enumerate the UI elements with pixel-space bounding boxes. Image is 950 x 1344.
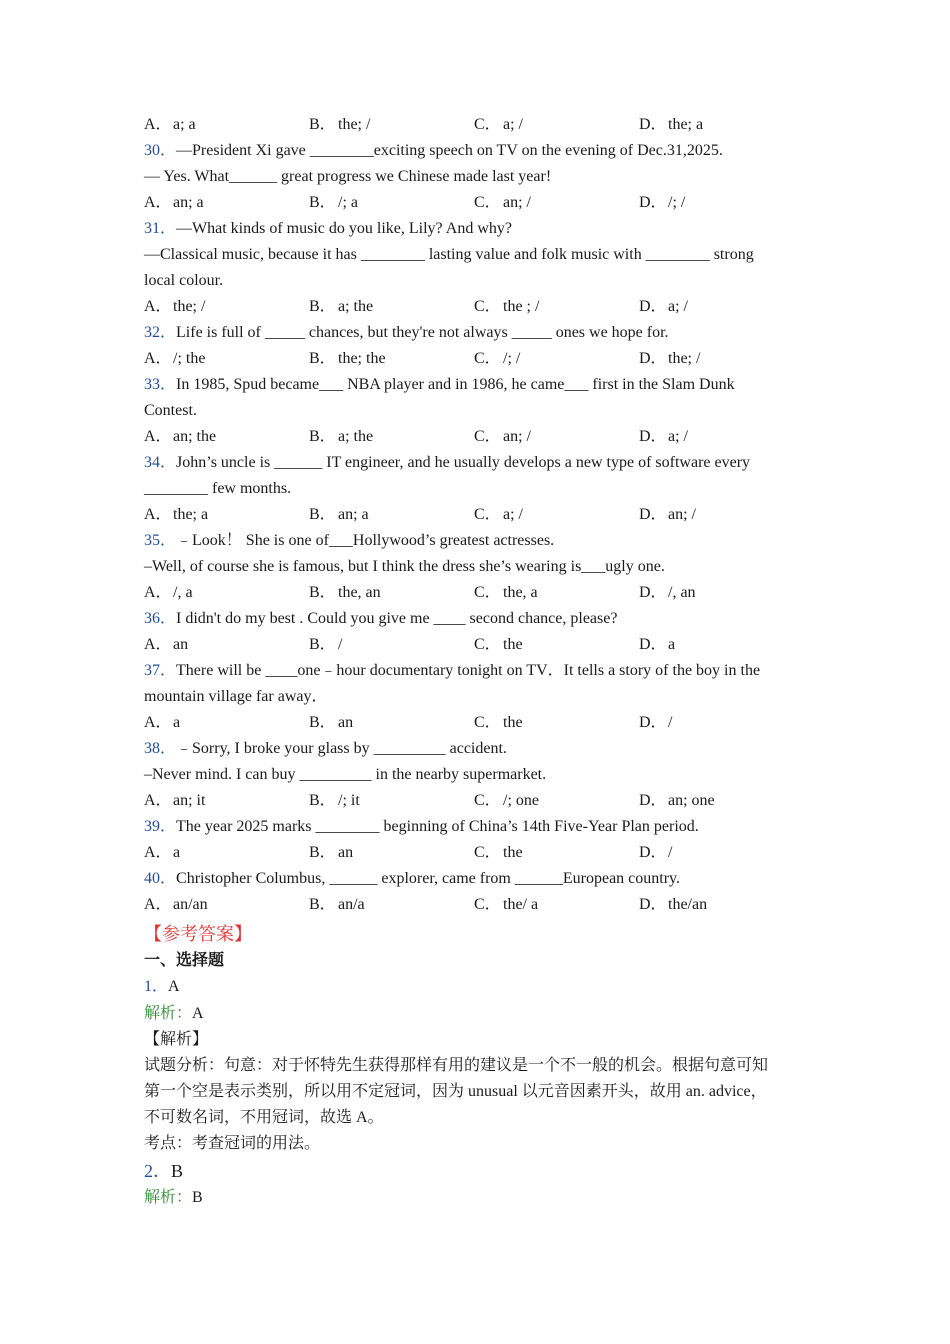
- option-text: /, a: [173, 584, 193, 601]
- option-letter: A．: [144, 896, 172, 913]
- detail-line: 不可数名词，不用冠词，故选 A。: [144, 1109, 384, 1126]
- text-line: —Classical music, because it has ________ lasting value and folk music with ________ strong: [144, 246, 754, 263]
- option-letter: C．: [474, 636, 501, 653]
- option-text: an; the: [173, 428, 217, 445]
- option-letter: A．: [144, 636, 172, 653]
- option-letter: C．: [474, 350, 501, 367]
- option-a: [144, 112, 309, 138]
- option-letter: A．: [144, 714, 172, 731]
- option-letter: D．: [639, 428, 667, 445]
- option-b: [309, 502, 474, 528]
- option-text: /; /: [503, 350, 521, 367]
- option-letter: B．: [309, 896, 336, 913]
- option-letter: D．: [639, 506, 667, 523]
- option-text: /; the: [173, 350, 206, 367]
- options-row: [144, 788, 804, 814]
- option-letter: C．: [474, 298, 501, 315]
- option-letter: A．: [144, 298, 172, 315]
- option-letter: D．: [639, 636, 667, 653]
- option-b: [309, 788, 474, 814]
- options-row: [144, 502, 804, 528]
- option-letter: C．: [474, 584, 501, 601]
- question-number: 33．: [144, 376, 177, 393]
- option-a: [144, 294, 309, 320]
- option-letter: D．: [639, 792, 667, 809]
- question-line: [144, 138, 804, 164]
- answer-number: 2．: [144, 1161, 171, 1181]
- option-letter: A．: [144, 844, 172, 861]
- question-number: 35．: [144, 532, 177, 549]
- option-letter: B．: [309, 428, 336, 445]
- text-line: Contest.: [144, 402, 197, 419]
- option-text: the: [503, 714, 523, 731]
- options-row: [144, 346, 804, 372]
- option-letter: B．: [309, 714, 336, 731]
- option-text: the: [503, 636, 523, 653]
- option-c: [474, 424, 639, 450]
- option-letter: A．: [144, 792, 172, 809]
- option-letter: D．: [639, 896, 667, 913]
- option-a: [144, 710, 309, 736]
- question-text: The year 2025 marks ________ beginning of China’s 14th Five-Year Plan period.: [176, 818, 699, 835]
- question-line: [144, 528, 804, 554]
- option-letter: C．: [474, 194, 501, 211]
- option-text: an; one: [668, 792, 715, 809]
- option-letter: D．: [639, 350, 667, 367]
- option-text: the, an: [338, 584, 381, 601]
- option-a: [144, 346, 309, 372]
- answer-2: [144, 1157, 804, 1211]
- option-text: /, an: [668, 584, 696, 601]
- option-text: the; /: [173, 298, 206, 315]
- option-letter: C．: [474, 506, 501, 523]
- option-letter: C．: [474, 116, 501, 133]
- answer-number: 1．: [144, 978, 169, 995]
- option-letter: A．: [144, 428, 172, 445]
- options-row: [144, 632, 804, 658]
- option-text: the; a: [173, 506, 209, 523]
- option-letter: B．: [309, 506, 336, 523]
- option-d: [639, 424, 804, 450]
- option-text: the/an: [668, 896, 708, 913]
- detail-line: 试题分析：句意：对于怀特先生获得那样有用的建议是一个不一般的机会。根据句意可知: [144, 1057, 769, 1074]
- option-letter: D．: [639, 298, 667, 315]
- text-line: local colour.: [144, 272, 224, 289]
- question-number: 40．: [144, 870, 177, 887]
- question-line: [144, 372, 804, 398]
- question-text: ﹣Look！ She is one of___Hollywood’s greatest actresses.: [176, 532, 555, 549]
- text-line: –Never mind. I can buy _________ in the nearby supermarket.: [144, 766, 547, 783]
- question-line: [144, 606, 804, 632]
- option-b: [309, 294, 474, 320]
- option-letter: B．: [309, 194, 336, 211]
- question-text: Christopher Columbus, ______ explorer, came from ______European country.: [176, 870, 681, 887]
- option-a: [144, 892, 309, 918]
- option-d: [639, 632, 804, 658]
- option-c: [474, 632, 639, 658]
- option-letter: B．: [309, 350, 336, 367]
- option-letter: B．: [309, 298, 336, 315]
- question-text: John’s uncle is ______ IT engineer, and he usually develops a new type of software every: [176, 454, 751, 471]
- question-text: —What kinds of music do you like, Lily? And why?: [176, 220, 512, 237]
- option-letter: D．: [639, 714, 667, 731]
- question-number: 38．: [144, 740, 177, 757]
- option-text: the; /: [668, 350, 701, 367]
- option-text: an: [338, 714, 354, 731]
- option-text: an: [338, 844, 354, 861]
- option-d: [639, 788, 804, 814]
- option-d: [639, 502, 804, 528]
- option-a: [144, 788, 309, 814]
- option-text: /; it: [338, 792, 360, 809]
- answer-header: 【参考答案】: [144, 924, 252, 944]
- question-line: [144, 216, 804, 242]
- options-row: [144, 840, 804, 866]
- option-text: the; the: [338, 350, 386, 367]
- option-letter: D．: [639, 584, 667, 601]
- question-number: 36．: [144, 610, 177, 627]
- kaodian-line: 考点：考查冠词的用法。: [144, 1135, 321, 1152]
- option-letter: D．: [639, 194, 667, 211]
- question-number: 34．: [144, 454, 177, 471]
- option-text: the/ a: [503, 896, 539, 913]
- option-c: [474, 710, 639, 736]
- option-d: [639, 892, 804, 918]
- options-row: [144, 294, 804, 320]
- question-list: [144, 112, 804, 918]
- option-c: [474, 190, 639, 216]
- option-d: [639, 840, 804, 866]
- question-number: 31．: [144, 220, 177, 237]
- option-text: an; /: [503, 428, 531, 445]
- options-row: [144, 892, 804, 918]
- option-text: an/a: [338, 896, 365, 913]
- option-text: a; the: [338, 428, 374, 445]
- option-letter: D．: [639, 116, 667, 133]
- option-b: [309, 840, 474, 866]
- option-letter: A．: [144, 116, 172, 133]
- option-text: a; /: [668, 298, 688, 315]
- question-number: 30．: [144, 142, 177, 159]
- option-text: a; /: [503, 116, 523, 133]
- option-d: [639, 294, 804, 320]
- options-row: [144, 424, 804, 450]
- option-text: an; a: [338, 506, 369, 523]
- option-b: [309, 632, 474, 658]
- options-row: [144, 710, 804, 736]
- option-text: /: [668, 844, 673, 861]
- document-page: [144, 112, 804, 1211]
- option-text: a; /: [503, 506, 523, 523]
- option-c: [474, 892, 639, 918]
- option-text: a; a: [173, 116, 196, 133]
- option-letter: A．: [144, 506, 172, 523]
- option-c: [474, 502, 639, 528]
- analysis-label: 解析：: [144, 1189, 193, 1206]
- option-a: [144, 632, 309, 658]
- option-letter: C．: [474, 844, 501, 861]
- option-c: [474, 840, 639, 866]
- detail-line: 第一个空是表示类别，所以用不定冠词，因为 unusual 以元音因素开头，故用 an. advice，: [144, 1083, 767, 1100]
- option-text: a: [173, 844, 181, 861]
- question-line: [144, 866, 804, 892]
- question-text: In 1985, Spud became___ NBA player and in 1986, he came___ first in the Slam Dunk: [176, 376, 735, 393]
- option-a: [144, 580, 309, 606]
- option-letter: A．: [144, 350, 172, 367]
- option-b: [309, 424, 474, 450]
- option-text: /; /: [668, 194, 686, 211]
- option-text: /; a: [338, 194, 358, 211]
- question-line: [144, 814, 804, 840]
- option-letter: C．: [474, 428, 501, 445]
- option-d: [639, 112, 804, 138]
- option-c: [474, 788, 639, 814]
- option-text: /: [338, 636, 343, 653]
- option-a: [144, 190, 309, 216]
- option-text: a: [173, 714, 181, 731]
- question-line: [144, 736, 804, 762]
- question-line: [144, 320, 804, 346]
- options-row: [144, 112, 804, 138]
- option-text: a: [668, 636, 676, 653]
- option-a: [144, 502, 309, 528]
- option-c: [474, 112, 639, 138]
- question-text: I didn't do my best . Could you give me ____ second chance, please?: [176, 610, 618, 627]
- option-c: [474, 294, 639, 320]
- question-number: 32．: [144, 324, 177, 341]
- answer-letter: B: [171, 1161, 184, 1181]
- option-letter: C．: [474, 714, 501, 731]
- question-text: —President Xi gave ________exciting speech on TV on the evening of Dec.31,2025.: [176, 142, 723, 159]
- option-d: [639, 710, 804, 736]
- option-d: [639, 346, 804, 372]
- option-text: the; /: [338, 116, 371, 133]
- option-text: a; /: [668, 428, 688, 445]
- option-text: an: [173, 636, 189, 653]
- question-line: [144, 450, 804, 476]
- option-letter: C．: [474, 896, 501, 913]
- question-line: [144, 658, 804, 684]
- option-a: [144, 424, 309, 450]
- question-text: ﹣Sorry, I broke your glass by _________ accident.: [176, 740, 507, 757]
- question-number: 39．: [144, 818, 177, 835]
- option-text: the ; /: [503, 298, 540, 315]
- option-text: an; it: [173, 792, 206, 809]
- option-letter: B．: [309, 584, 336, 601]
- option-letter: B．: [309, 116, 336, 133]
- option-text: an; /: [503, 194, 531, 211]
- options-row: [144, 580, 804, 606]
- option-b: [309, 710, 474, 736]
- option-c: [474, 346, 639, 372]
- option-letter: B．: [309, 792, 336, 809]
- option-text: an; /: [668, 506, 696, 523]
- analysis-value: B: [192, 1189, 203, 1206]
- option-b: [309, 346, 474, 372]
- option-b: [309, 580, 474, 606]
- option-text: /: [668, 714, 673, 731]
- option-letter: B．: [309, 844, 336, 861]
- detail-header: 【解析】: [144, 1031, 209, 1048]
- text-line: –Well, of course she is famous, but I think the dress she’s wearing is___ugly one.: [144, 558, 665, 575]
- option-d: [639, 580, 804, 606]
- text-line: mountain village far away．: [144, 688, 328, 705]
- answer-letter: A: [168, 978, 180, 995]
- option-letter: B．: [309, 636, 336, 653]
- question-text: Life is full of _____ chances, but they're not always _____ ones we hope for.: [176, 324, 669, 341]
- text-line: ________ few months.: [144, 480, 292, 497]
- text-line: — Yes. What______ great progress we Chinese made last year!: [144, 168, 552, 185]
- option-b: [309, 892, 474, 918]
- analysis-value: A: [192, 1005, 204, 1022]
- option-text: the: [503, 844, 523, 861]
- option-text: the, a: [503, 584, 538, 601]
- option-b: [309, 190, 474, 216]
- option-text: a; the: [338, 298, 374, 315]
- option-text: /; one: [503, 792, 539, 809]
- option-text: an/an: [173, 896, 208, 913]
- analysis-label: 解析：: [144, 1005, 193, 1022]
- option-letter: D．: [639, 844, 667, 861]
- question-number: 37．: [144, 662, 177, 679]
- option-letter: A．: [144, 584, 172, 601]
- option-b: [309, 112, 474, 138]
- answer-1: [144, 974, 804, 1157]
- question-text: There will be ____one﹣hour documentary tonight on TV．It tells a story of the boy in the: [176, 662, 761, 679]
- option-d: [639, 190, 804, 216]
- option-letter: A．: [144, 194, 172, 211]
- option-a: [144, 840, 309, 866]
- option-text: the; a: [668, 116, 704, 133]
- option-letter: C．: [474, 792, 501, 809]
- section-title: 一、选择题: [144, 952, 225, 969]
- options-row: [144, 190, 804, 216]
- option-c: [474, 580, 639, 606]
- option-text: an; a: [173, 194, 204, 211]
